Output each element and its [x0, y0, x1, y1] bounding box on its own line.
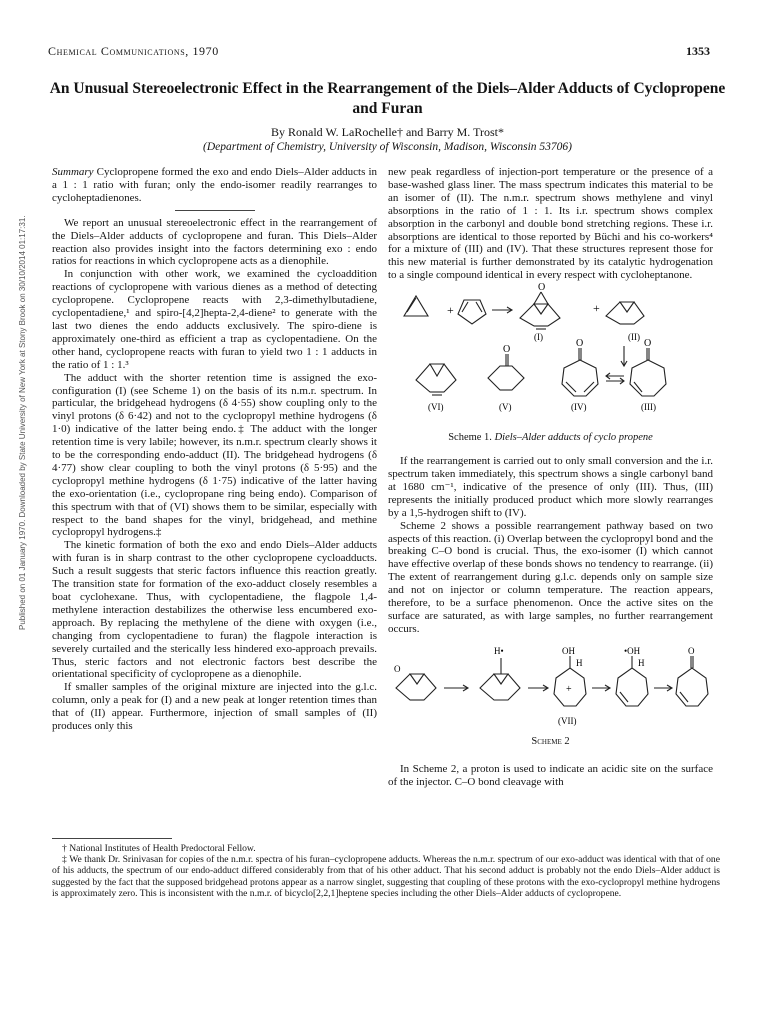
scheme2-start-structure	[396, 674, 436, 700]
scheme-1-figure	[388, 282, 713, 445]
scheme-2-figure	[388, 636, 713, 749]
scheme1-oxygen-label: O	[538, 282, 546, 294]
body-paragraph: We report an unusual stereoelectronic effect in the rearrangement of the Diels–Alder adducts of cyclopropene and furan. This Diels–Alder reaction also provides insight into the factors determining exo : endo ratios for reactions in which cyclopropene acts as a dienophile.	[52, 216, 377, 268]
journal-header: Chemical Communications, 1970	[48, 44, 219, 58]
article-title: An Unusual Stereoelectronic Effect in the Rearrangement of the Diels–Alder Adducts of Cyclopropene and Furan	[49, 80, 726, 117]
page-number: 1353	[686, 44, 710, 58]
compound-v-label: (V)	[499, 402, 512, 413]
scheme2-proton-label: H•	[494, 645, 504, 656]
scheme1-plus-sign: +	[593, 301, 600, 316]
right-column	[388, 166, 713, 788]
footnotes	[52, 843, 720, 899]
scheme2-protonated-structure	[480, 674, 520, 700]
compound-i-label: (I)	[534, 332, 543, 343]
scheme2-hydrogen-label: H	[576, 657, 583, 668]
body-paragraph: The kinetic formation of both the exo and endo Diels–Alder adducts with furan is in sharp contrast to the other cyclopropene cycloadducts. Such a result suggests that steric factors influence this reaction greatly. The transition state for formation of the exo-adduct closely resembles a boat cyclohexane. Thus, with cyclopentadiene, the flagpole 1,4-methylene interaction destabilizes the otherwise less encumbered exo-approach. By replacing the methylene of the diene with oxygen (i.e., changing from cyclopentadiene to furan) the flagpole interaction is severely curtailed and the sterically less hindered exo-approach prevails. Thus, steric factors and not electronic factors best describe the orientational specificity of cyclopropene as a dienophile.	[52, 539, 377, 681]
summary-block	[52, 166, 377, 205]
compound-vi-label: (VI)	[428, 402, 444, 413]
compound-ii-label: (II)	[628, 332, 640, 343]
scheme2-enol-structure	[616, 668, 648, 706]
scheme1-plus-sign: +	[447, 303, 454, 318]
scheme1-oxygen-label: O	[576, 338, 584, 350]
scheme1-oxygen-label: O	[644, 338, 652, 350]
scheme-2-structures	[388, 636, 713, 736]
scheme1-oxygen-label: O	[503, 344, 511, 356]
compound-iv-label: (IV)	[571, 402, 587, 413]
footnote-divider	[52, 838, 172, 839]
summary-label: Summary	[52, 166, 94, 178]
body-paragraph: In conjunction with other work, we examined the cycloaddition reactions of cyclopropene with various dienes as a method of detecting cyclopropene. Cyclopropene reacts with 2,3-dimethylbutadiene, cyclopentadiene,¹ and spiro-[4,2]hepta-2,4-diene² to generate with the last two dienes the endo adducts exclusively. The spiro-diene is approximately one-third as efficient a trap as cyclopentadiene. On the other hand, cyclopropene reacts with furan to yield two 1 : 1 adducts in the ratio of 1 : 1.³	[52, 268, 377, 371]
left-column	[52, 166, 377, 733]
summary-text: Cyclopropene formed the exo and endo Diels–Alder adducts in a 1 : 1 ratio with furan; only the endo-isomer readily rearranges to cycloheptadienones.	[52, 166, 378, 204]
compound-iii-structure	[630, 360, 666, 396]
scheme2-hydrogen-label: H	[638, 657, 645, 668]
scheme-1-caption-text: Diels–Alder adducts of cyclo propene	[494, 432, 653, 444]
compound-vi-structure	[416, 364, 456, 392]
article-affiliation: (Department of Chemistry, University of Wisconsin, Madison, Wisconsin 53706)	[203, 141, 572, 153]
scheme2-cation-sign: +	[566, 683, 572, 695]
compound-vii-label: (VII)	[558, 715, 577, 726]
scheme-1-structures	[388, 282, 713, 432]
body-paragraph: Scheme 2 shows a possible rearrangement pathway based on two aspects of this reaction. (i) Overlap between the cyclopropyl bond and the breaking C–O bond is crucial. Thus, the exo-isomer (I) which cannot have effective overlap of these bonds shows no tendency to rearrange. (ii) The extent of rearrangement during g.l.c. depends only on sample size and not on injector or column temperature. The reaction appears, therefore, to be a surface phenomenon. Once the active sites on the surface are saturated, as with large samples, no further rearrangement occurs.	[388, 519, 713, 635]
body-paragraph: new peak regardless of injection-port temperature or the presence of a base-washed glass liner. The mass spectrum indicates this material to be an isomer of (II). The n.m.r. spectrum shows methylene and vinyl absorptions in the ratio of 1 : 1. Its i.r. spectrum shows complex absorption in the carbonyl and double bond stretching regions. These i.r. absorptions are identical to those reported by Büchi and his co-workers⁴ for a mixture of (III) and (IV). That these structures represent those for this new material is further demonstrated by its catalytic hydrogenation to a single compound identical in every respect with cycloheptanone.	[388, 166, 713, 282]
compound-v-structure	[488, 366, 524, 390]
scheme-1-caption-label: Scheme 1.	[448, 432, 492, 444]
download-watermark: Published on 01 January 1970. Downloaded by State University of New York at Stony Brook on 30/10/2014 01:17:31.	[18, 215, 27, 630]
article-authors: By Ronald W. LaRochelle† and Barry M. Trost*	[271, 125, 504, 139]
scheme2-oxygen-label: O	[688, 645, 695, 656]
footnote-item: † National Institutes of Health Predoctoral Fellow.	[62, 843, 256, 854]
scheme-2-caption: Scheme 2	[531, 735, 570, 747]
scheme2-hydroxyl-label: OH	[562, 645, 575, 656]
body-paragraph: If the rearrangement is carried out to only small conversion and the i.r. spectrum taken immediately, this spectrum shows a single carbonyl band at 1680 cm⁻¹, indicative of the presence of only (III). Thus, (III) represents the initially produced product which more slowly rearranges by a 1,5-hydrogen shift to (IV).	[388, 455, 713, 519]
body-paragraph: If smaller samples of the original mixture are injected into the g.l.c. column, only a peak for (I) and a new peak at longer retention times than that of (II) appear. Furthermore, injection of small samples of (II) produces only this	[52, 681, 377, 733]
scheme2-hydroxyl-label: •OH	[624, 645, 641, 656]
summary-divider	[175, 210, 255, 211]
scheme2-oxygen-label: O	[394, 663, 401, 674]
adduct-i-structure	[520, 304, 560, 326]
adduct-ii-structure	[606, 302, 644, 324]
scheme-1-caption	[388, 432, 713, 445]
body-paragraph: The adduct with the shorter retention time is assigned the exo-configuration (I) (see Scheme 1) on the basis of its n.m.r. spectrum. In particular, the bridgehead hydrogens (δ 4·55) show coupling only to the vinyl protons (δ 6·42) and not to the cyclopropyl methine hydrogens (δ 1·0) indicative of the latter being endo.‡ The adduct with the longer retention time is very labile; however, its n.m.r. spectrum clearly shows it to be the corresponding endo-adduct (II). The bridgehead hydrogens (δ 4·77) show clear coupling to both the vinyl protons (δ 5·95) and the cyclopropyl methine hydrogens (δ 1·75) indicative of the latter having the exo-orientation (i.e., cyclopropane ring being endo). Comparison of this spectrum with that of (VI) shows them to be similar, especially with respect to the band shapes for the vinyl, bridgehead, and methine cyclopropyl hydrogens.‡	[52, 371, 377, 539]
body-paragraph: In Scheme 2, a proton is used to indicate an acidic site on the surface of the injector. C–O bond cleavage with	[388, 762, 713, 788]
compound-iv-structure	[562, 360, 598, 396]
compound-iii-label: (III)	[641, 402, 656, 413]
scheme2-ketone-structure	[676, 668, 708, 706]
footnote-item: ‡ We thank Dr. Srinivasan for copies of the n.m.r. spectra of his furan–cyclopropene adducts. Whereas the n.m.r. spectrum of our exo-adduct was identical with that of one of his adducts, the spectrum of our endo-adduct differed considerably from that of his other adduct. That his second adduct is probably not the endo Diels–Alder adduct is suggested by the fact that the supposed bridgehead protons appear as a narrow singlet, suggesting that coupling of these protons with the exo-cyclopropyl methine hydrogens is approximately zero. This is inconsistent with the n.m.r. of bicyclo[2,2,1]heptene species including the other Diels–Alder adducts of cyclopropene.	[52, 854, 720, 899]
